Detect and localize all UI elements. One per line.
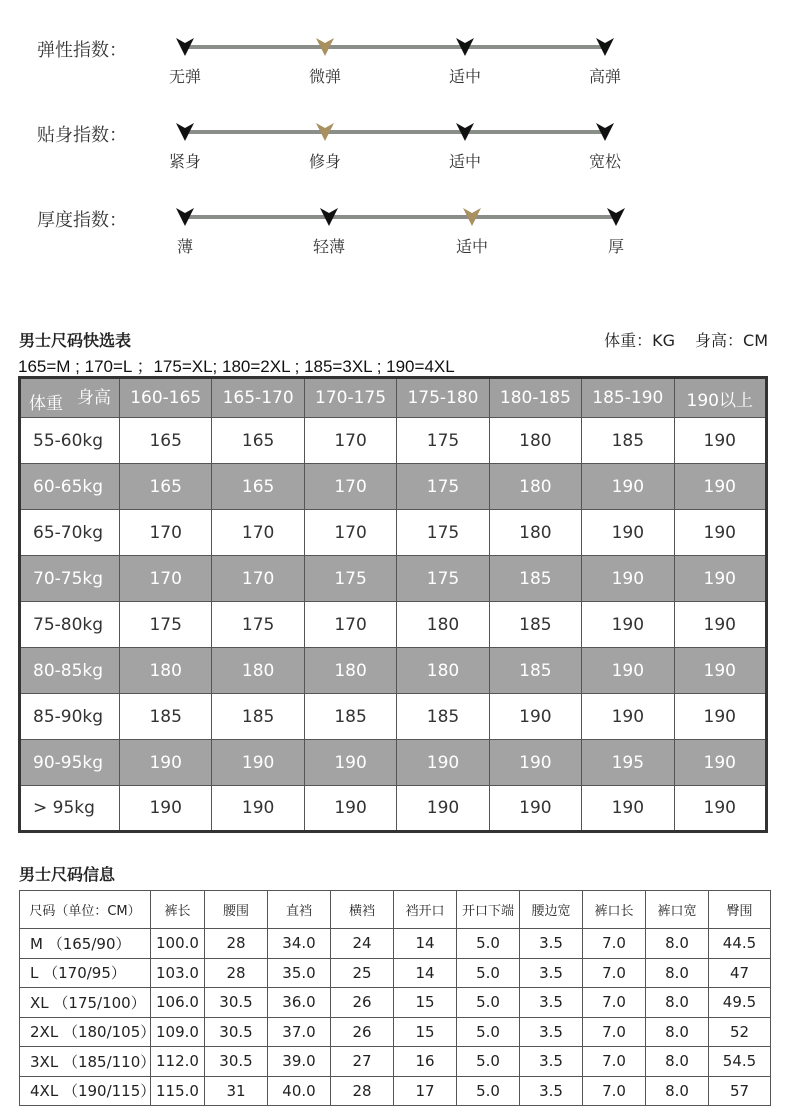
measurement-cell: 5.0 (457, 1047, 520, 1077)
measurement-cell: 109.0 (151, 1017, 205, 1047)
scale-2 (0, 121, 790, 181)
scale-tick-label: 轻薄 (312, 237, 346, 256)
table-row (20, 1076, 771, 1106)
table-row (20, 958, 771, 988)
size-cell: 190 (304, 740, 396, 786)
size-cell: 185 (212, 694, 304, 740)
size-cell: 170 (304, 418, 396, 464)
measurement-cell: 8.0 (646, 1076, 709, 1106)
size-cell: 190 (397, 786, 489, 832)
scale-tick-label: 适中 (455, 237, 489, 256)
measurement-cell: 7.0 (583, 988, 646, 1018)
size-cell: 170 (304, 510, 396, 556)
measurement-cell: 5.0 (457, 1017, 520, 1047)
size-cell: 190 (674, 740, 766, 786)
measurement-cell: 100.0 (151, 929, 205, 959)
size-cell: 190 (582, 786, 674, 832)
measurement-cell: 7.0 (583, 1017, 646, 1047)
detail-header-cell: 裤长 (151, 891, 205, 929)
size-name-cell: M （165/90） (20, 929, 151, 959)
measurement-cell: 36.0 (268, 988, 331, 1018)
size-cell: 175 (397, 418, 489, 464)
detail-header-cell: 横裆 (331, 891, 394, 929)
quick-table-units (604, 328, 768, 351)
height-range-header: 170-175 (304, 378, 396, 418)
measurement-cell: 28 (331, 1076, 394, 1106)
size-cell: 190 (212, 740, 304, 786)
table-row (20, 740, 767, 786)
height-range-header: 190以上 (674, 378, 766, 418)
measurement-cell: 30.5 (205, 988, 268, 1018)
measurement-cell: 8.0 (646, 929, 709, 959)
measurement-cell: 28 (205, 958, 268, 988)
scale-tick-label: 高弹 (588, 67, 622, 86)
size-cell: 190 (397, 740, 489, 786)
size-cell: 180 (489, 464, 581, 510)
measurement-cell: 25 (331, 958, 394, 988)
measurement-cell: 8.0 (646, 958, 709, 988)
measurement-cell: 3.5 (520, 958, 583, 988)
measurement-cell: 106.0 (151, 988, 205, 1018)
size-cell: 190 (674, 556, 766, 602)
size-cell: 185 (304, 694, 396, 740)
size-cell: 190 (674, 694, 766, 740)
size-mapping-note: 165=M ; 170=L ；175=XL; 180=2XL ; 185=3XL ; 190=4XL (18, 357, 455, 376)
size-cell: 185 (489, 602, 581, 648)
measurement-cell: 39.0 (268, 1047, 331, 1077)
size-cell: 175 (304, 556, 396, 602)
height-range-header: 165-170 (212, 378, 304, 418)
marker-icon (606, 207, 626, 227)
scale-track (185, 215, 616, 219)
measurement-cell: 8.0 (646, 988, 709, 1018)
marker-icon (595, 122, 615, 142)
detail-table-title: 男士尺码信息 (19, 865, 116, 884)
measurement-cell: 47 (709, 958, 771, 988)
measurement-cell: 5.0 (457, 1076, 520, 1106)
corner-height-label: 身高 (77, 388, 111, 408)
measurement-cell: 52 (709, 1017, 771, 1047)
scale-tick-label: 修身 (308, 152, 342, 171)
size-cell: 190 (120, 786, 212, 832)
detail-header-cell: 直裆 (268, 891, 331, 929)
size-cell: 175 (212, 602, 304, 648)
size-cell: 175 (397, 510, 489, 556)
detail-table-header-row (20, 891, 771, 929)
measurement-cell: 5.0 (457, 929, 520, 959)
size-cell: 190 (674, 648, 766, 694)
table-row (20, 929, 771, 959)
size-cell: 175 (397, 556, 489, 602)
scale-track (185, 45, 605, 49)
weight-unit: 体重：KG (604, 331, 676, 350)
size-cell: 190 (582, 510, 674, 556)
measurement-cell: 16 (394, 1047, 457, 1077)
size-cell: 180 (120, 648, 212, 694)
size-cell: 175 (397, 464, 489, 510)
measurement-cell: 24 (331, 929, 394, 959)
size-cell: 190 (582, 602, 674, 648)
height-range-header: 180-185 (489, 378, 581, 418)
size-cell: 180 (397, 602, 489, 648)
measurement-cell: 40.0 (268, 1076, 331, 1106)
measurement-cell: 7.0 (583, 1076, 646, 1106)
detail-table-body (20, 929, 771, 1106)
selected-marker-icon (315, 122, 335, 142)
size-cell: 170 (120, 510, 212, 556)
marker-icon (455, 37, 475, 57)
measurement-cell: 28 (205, 929, 268, 959)
weight-range-cell: 85-90kg (20, 694, 120, 740)
size-cell: 190 (304, 786, 396, 832)
size-cell: 190 (489, 740, 581, 786)
scale-tick-label: 宽松 (588, 152, 622, 171)
table-row (20, 648, 767, 694)
measurement-cell: 31 (205, 1076, 268, 1106)
scale-tick-label: 适中 (448, 152, 482, 171)
weight-range-cell: 60-65kg (20, 464, 120, 510)
table-row (20, 556, 767, 602)
scale-tick-label: 适中 (448, 67, 482, 86)
quick-table-body (20, 418, 767, 832)
size-cell: 170 (120, 556, 212, 602)
selected-marker-icon (315, 37, 335, 57)
size-cell: 190 (489, 786, 581, 832)
size-cell: 180 (489, 418, 581, 464)
measurement-cell: 30.5 (205, 1017, 268, 1047)
size-cell: 180 (397, 648, 489, 694)
size-cell: 180 (304, 648, 396, 694)
measurement-cell: 7.0 (583, 1047, 646, 1077)
size-name-cell: XL （175/100） (20, 988, 151, 1018)
measurement-cell: 30.5 (205, 1047, 268, 1077)
measurement-cell: 14 (394, 929, 457, 959)
size-cell: 170 (304, 602, 396, 648)
detail-header-cell: 裆开口 (394, 891, 457, 929)
measurement-cell: 3.5 (520, 929, 583, 959)
marker-icon (595, 37, 615, 57)
size-cell: 190 (674, 418, 766, 464)
marker-icon (175, 37, 195, 57)
size-name-cell: L （170/95） (20, 958, 151, 988)
size-cell: 190 (582, 648, 674, 694)
measurement-cell: 54.5 (709, 1047, 771, 1077)
weight-range-cell: 55-60kg (20, 418, 120, 464)
table-row (20, 464, 767, 510)
scale-track (185, 130, 605, 134)
scale-label: 厚度指数： (37, 210, 127, 231)
marker-icon (319, 207, 339, 227)
size-name-cell: 2XL （180/105） (20, 1017, 151, 1047)
detail-header-cell: 臀围 (709, 891, 771, 929)
detail-header-cell: 开口下端 (457, 891, 520, 929)
size-cell: 190 (674, 786, 766, 832)
weight-range-cell: 70-75kg (20, 556, 120, 602)
height-range-header: 185-190 (582, 378, 674, 418)
detail-header-cell: 裤口宽 (646, 891, 709, 929)
measurement-cell: 27 (331, 1047, 394, 1077)
measurement-cell: 35.0 (268, 958, 331, 988)
detail-header-cell: 腰围 (205, 891, 268, 929)
marker-icon (455, 122, 475, 142)
measurement-cell: 5.0 (457, 958, 520, 988)
measurement-cell: 3.5 (520, 1047, 583, 1077)
size-detail-table (19, 890, 771, 1106)
corner-header-cell (20, 378, 120, 418)
size-cell: 185 (397, 694, 489, 740)
quick-size-table (18, 376, 768, 833)
weight-range-cell: 90-95kg (20, 740, 120, 786)
measurement-cell: 115.0 (151, 1076, 205, 1106)
measurement-cell: 7.0 (583, 929, 646, 959)
measurement-cell: 112.0 (151, 1047, 205, 1077)
size-name-cell: 3XL （185/110） (20, 1047, 151, 1077)
measurement-cell: 15 (394, 988, 457, 1018)
measurement-cell: 49.5 (709, 988, 771, 1018)
table-row (20, 1017, 771, 1047)
detail-header-cell: 裤口长 (583, 891, 646, 929)
measurement-cell: 8.0 (646, 1047, 709, 1077)
table-row (20, 694, 767, 740)
size-cell: 190 (582, 556, 674, 602)
size-cell: 190 (674, 464, 766, 510)
size-cell: 190 (489, 694, 581, 740)
selected-marker-icon (462, 207, 482, 227)
scale-label: 弹性指数： (37, 40, 127, 61)
scale-3 (0, 206, 790, 266)
measurement-cell: 8.0 (646, 1017, 709, 1047)
height-unit: 身高：CM (695, 331, 768, 350)
measurement-cell: 37.0 (268, 1017, 331, 1047)
measurement-cell: 26 (331, 988, 394, 1018)
marker-icon (175, 207, 195, 227)
measurement-cell: 7.0 (583, 958, 646, 988)
size-cell: 190 (212, 786, 304, 832)
height-range-header: 175-180 (397, 378, 489, 418)
size-cell: 165 (120, 464, 212, 510)
measurement-cell: 57 (709, 1076, 771, 1106)
measurement-cell: 3.5 (520, 988, 583, 1018)
size-cell: 165 (212, 418, 304, 464)
size-cell: 165 (120, 418, 212, 464)
table-row (20, 1047, 771, 1077)
quick-table-header-row (20, 378, 767, 418)
size-cell: 180 (212, 648, 304, 694)
measurement-cell: 17 (394, 1076, 457, 1106)
scale-tick-label: 紧身 (168, 152, 202, 171)
table-row (20, 418, 767, 464)
size-cell: 170 (212, 556, 304, 602)
size-cell: 190 (582, 464, 674, 510)
scale-tick-label: 微弹 (308, 67, 342, 86)
measurement-cell: 15 (394, 1017, 457, 1047)
marker-icon (175, 122, 195, 142)
measurement-cell: 3.5 (520, 1017, 583, 1047)
detail-header-cell: 尺码（单位：CM） (20, 891, 151, 929)
measurement-cell: 14 (394, 958, 457, 988)
measurement-cell: 103.0 (151, 958, 205, 988)
size-cell: 190 (674, 510, 766, 556)
size-cell: 185 (489, 556, 581, 602)
measurement-cell: 44.5 (709, 929, 771, 959)
scale-1 (0, 36, 790, 96)
scale-tick-label: 厚 (607, 237, 625, 256)
table-row (20, 786, 767, 832)
weight-range-cell: 80-85kg (20, 648, 120, 694)
weight-range-cell: > 95kg (20, 786, 120, 832)
size-cell: 180 (489, 510, 581, 556)
size-cell: 190 (674, 602, 766, 648)
size-name-cell: 4XL （190/115） (20, 1076, 151, 1106)
height-range-header: 160-165 (120, 378, 212, 418)
size-cell: 170 (304, 464, 396, 510)
weight-range-cell: 65-70kg (20, 510, 120, 556)
size-cell: 185 (582, 418, 674, 464)
measurement-cell: 34.0 (268, 929, 331, 959)
measurement-cell: 26 (331, 1017, 394, 1047)
size-cell: 190 (582, 694, 674, 740)
scale-tick-label: 无弹 (168, 67, 202, 86)
quick-table-title: 男士尺码快选表 (19, 331, 132, 350)
size-cell: 170 (212, 510, 304, 556)
table-row (20, 988, 771, 1018)
size-cell: 175 (120, 602, 212, 648)
size-cell: 165 (212, 464, 304, 510)
scale-tick-label: 薄 (176, 237, 194, 256)
detail-header-cell: 腰边宽 (520, 891, 583, 929)
measurement-cell: 5.0 (457, 988, 520, 1018)
scale-label: 贴身指数： (37, 125, 127, 146)
size-cell: 195 (582, 740, 674, 786)
size-cell: 185 (120, 694, 212, 740)
size-cell: 190 (120, 740, 212, 786)
corner-weight-label: 体重 (29, 394, 63, 414)
measurement-cell: 3.5 (520, 1076, 583, 1106)
size-cell: 185 (489, 648, 581, 694)
table-row (20, 510, 767, 556)
table-row (20, 602, 767, 648)
weight-range-cell: 75-80kg (20, 602, 120, 648)
